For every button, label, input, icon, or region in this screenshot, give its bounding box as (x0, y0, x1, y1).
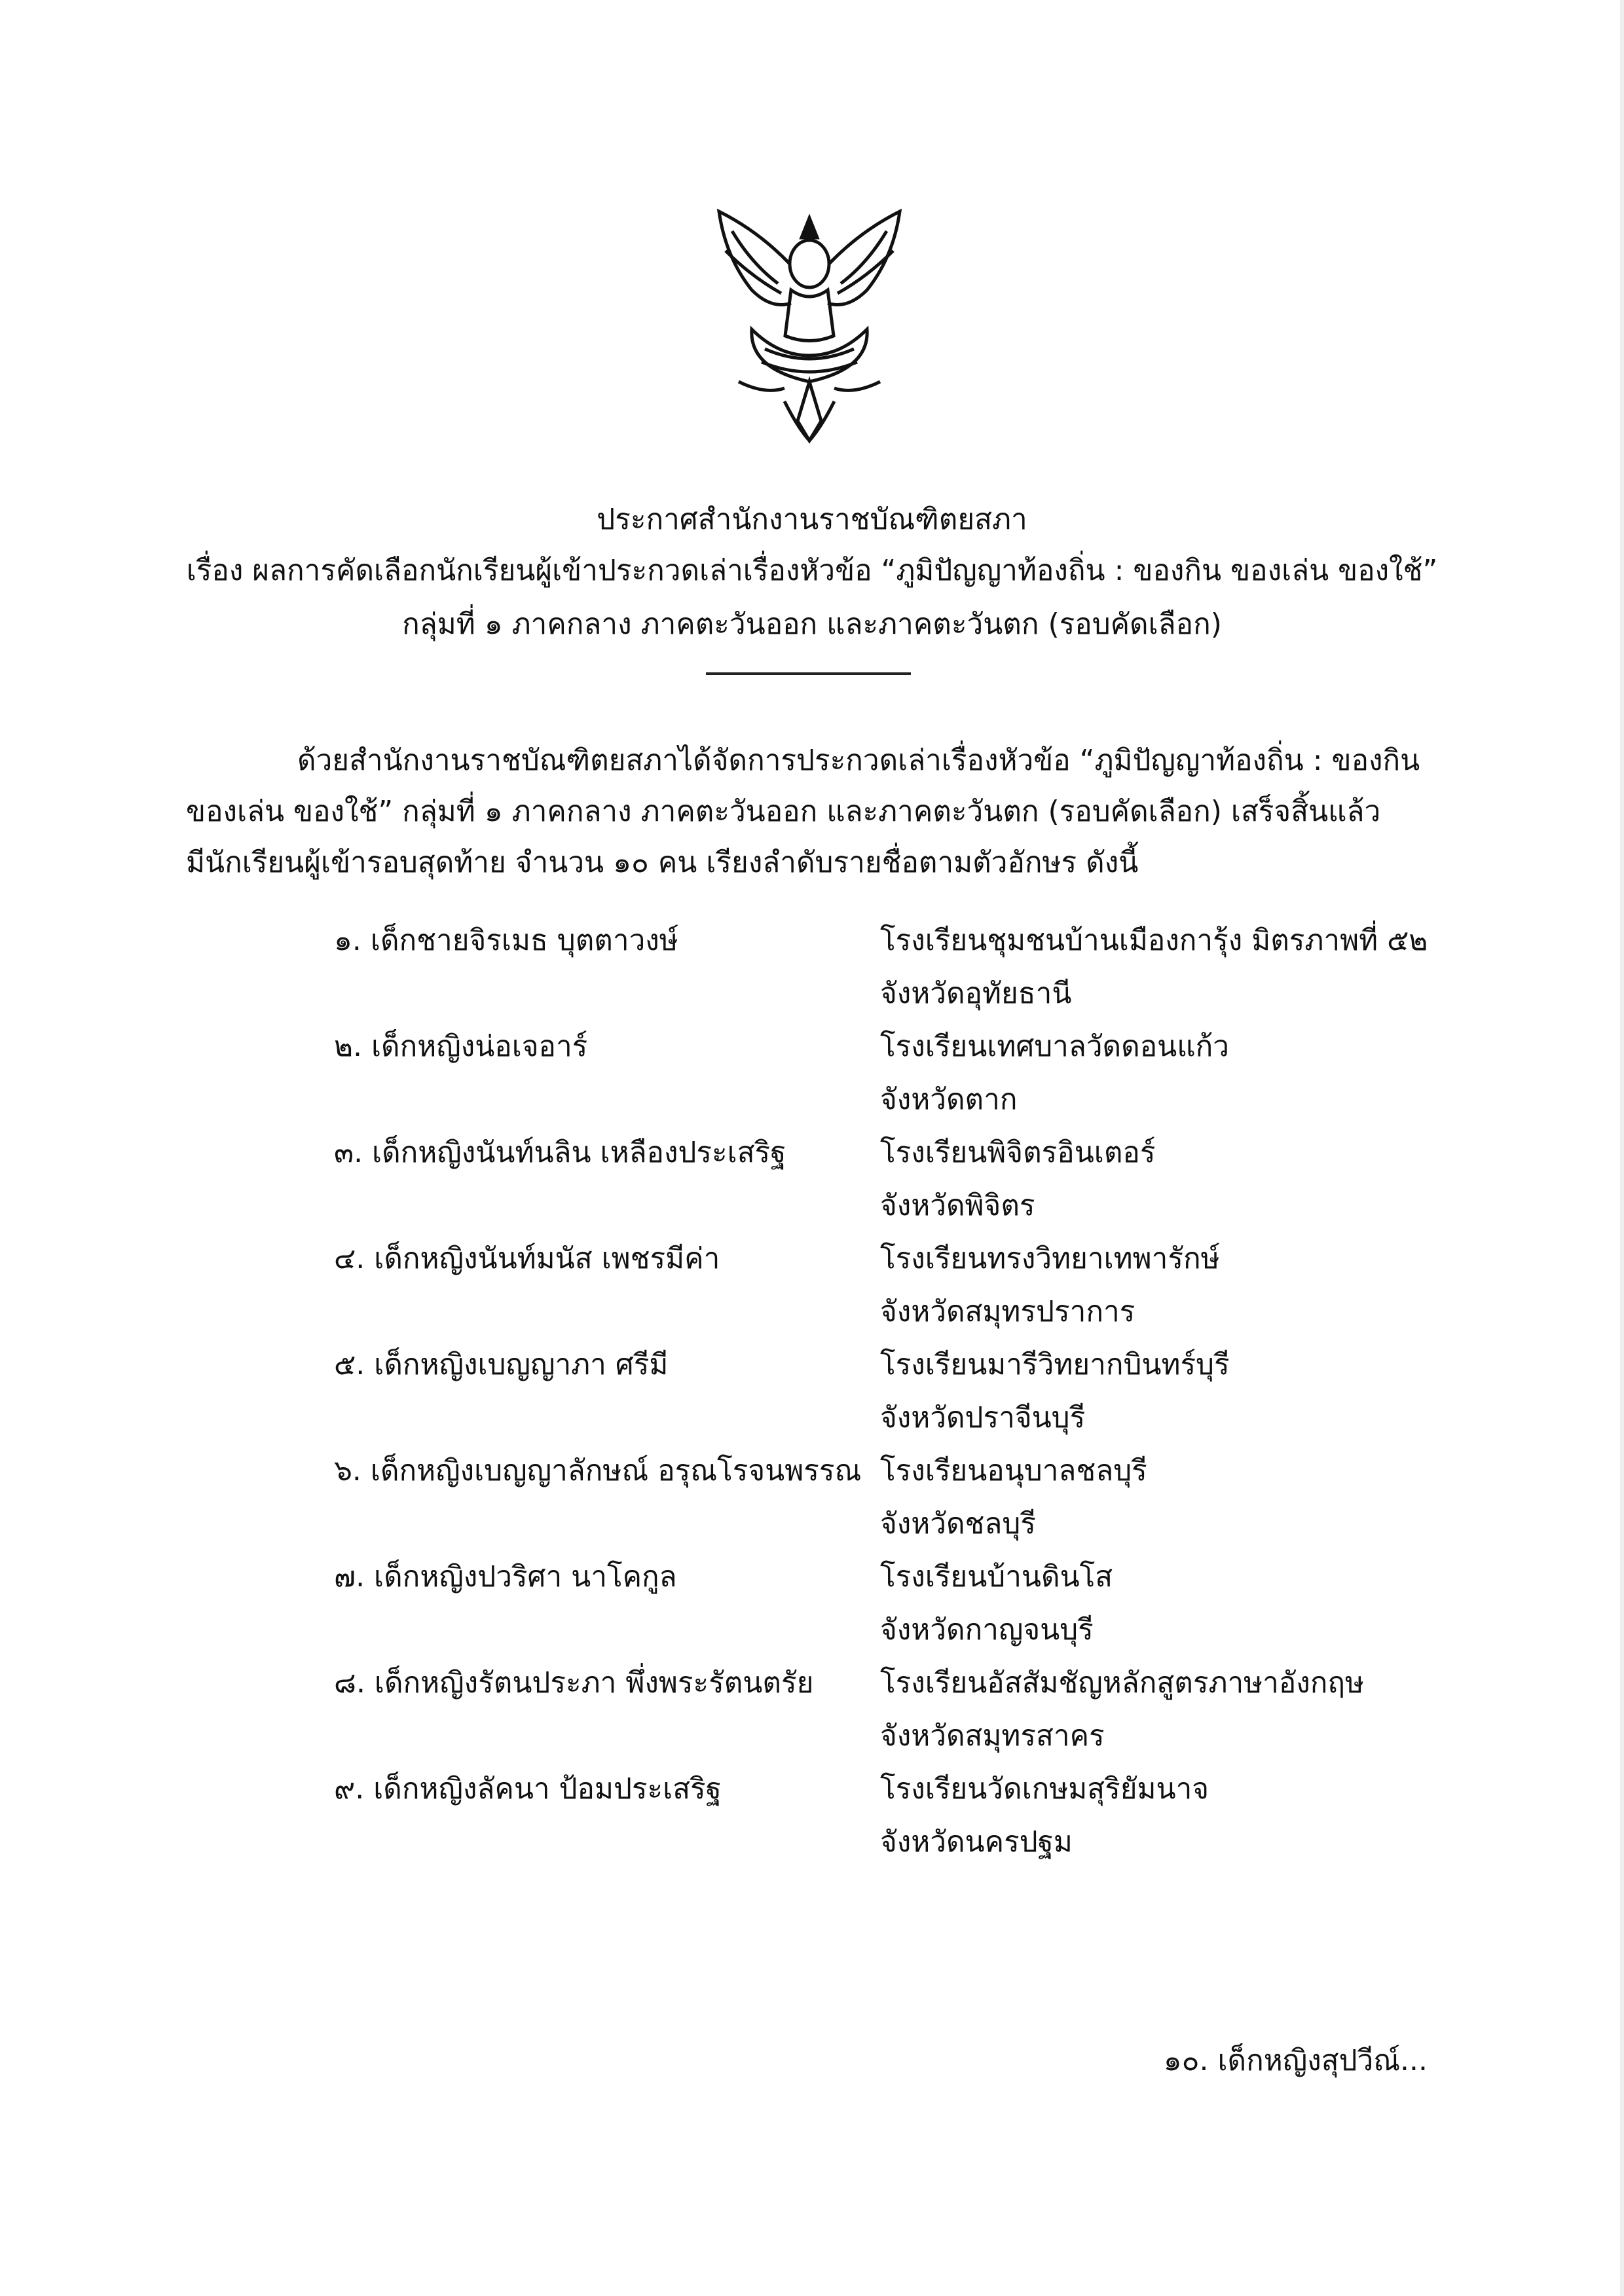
garuda-emblem-icon (699, 205, 919, 447)
student-school: โรงเรียนชุมชนบ้านเมืองการุ้ง มิตรภาพที่ ๕๒ (880, 924, 1428, 957)
student-school: โรงเรียนเทศบาลวัดดอนแก้ว (880, 1030, 1229, 1063)
student-name: ๗. เด็กหญิงปวริศา นาโคกูล (334, 1560, 677, 1594)
body-line-3: มีนักเรียนผู้เข้ารอบสุดท้าย จำนวน ๑๐ คน เรียงลำดับรายชื่อตามตัวอักษร ดังนี้ (186, 846, 1139, 879)
continuation-text: ๑๐. เด็กหญิงสุปวีณ์... (1163, 2044, 1428, 2077)
student-school: โรงเรียนพิจิตรอินเตอร์ (880, 1136, 1156, 1169)
page-edge (1620, 0, 1624, 2296)
student-name: ๓. เด็กหญิงนันท์นลิน เหลืองประเสริฐ (334, 1136, 786, 1169)
body-line-1: ด้วยสำนักงานราชบัณฑิตยสภาได้จัดการประกวดเล่าเรื่องหัวข้อ “ภูมิปัญญาท้องถิ่น : ของกิน (297, 744, 1420, 777)
title-divider (706, 672, 911, 675)
announcement-subject: เรื่อง ผลการคัดเลือกนักเรียนผู้เข้าประกวดเล่าเรื่องหัวข้อ “ภูมิปัญญาท้องถิ่น : ของกิน ของเล่น ของใช้” (186, 554, 1438, 587)
student-name: ๖. เด็กหญิงเบญญาลักษณ์ อรุณโรจนพรรณ (334, 1454, 862, 1487)
body-line-2: ของเล่น ของใช้” กลุ่มที่ ๑ ภาคกลาง ภาคตะวันออก และภาคตะวันตก (รอบคัดเลือก) เสร็จสิ้นแล้ว (186, 795, 1381, 828)
student-province: จังหวัดกาญจนบุรี (880, 1613, 1094, 1647)
student-province: จังหวัดนครปฐม (880, 1825, 1073, 1859)
student-province: จังหวัดปราจีนบุรี (880, 1401, 1086, 1434)
student-name: ๑. เด็กชายจิรเมธ บุตตาวงษ์ (334, 924, 678, 957)
student-school: โรงเรียนอัสสัมชัญหลักสูตรภาษาอังกฤษ (880, 1666, 1365, 1700)
student-school: โรงเรียนมารีวิทยากบินทร์บุรี (880, 1348, 1230, 1381)
student-name: ๙. เด็กหญิงลัคนา ป้อมประเสริฐ (334, 1772, 722, 1806)
announcement-title: ประกาศสำนักงานราชบัณฑิตยสภา (597, 503, 1027, 536)
student-school: โรงเรียนอนุบาลชลบุรี (880, 1454, 1147, 1487)
announcement-group: กลุ่มที่ ๑ ภาคกลาง ภาคตะวันออก และภาคตะวันตก (รอบคัดเลือก) (402, 608, 1222, 641)
student-school: โรงเรียนบ้านดินโส (880, 1560, 1113, 1594)
student-province: จังหวัดชลบุรี (880, 1507, 1036, 1540)
student-province: จังหวัดสมุทรสาคร (880, 1719, 1105, 1753)
student-province: จังหวัดอุทัยธานี (880, 977, 1072, 1010)
student-name: ๒. เด็กหญิงน่อเจอาร์ (334, 1030, 588, 1063)
student-province: จังหวัดตาก (880, 1083, 1018, 1116)
student-name: ๔. เด็กหญิงนันท์มนัส เพชรมีค่า (334, 1242, 720, 1275)
student-school: โรงเรียนทรงวิทยาเทพารักษ์ (880, 1242, 1220, 1275)
student-name: ๕. เด็กหญิงเบญญาภา ศรีมี (334, 1348, 669, 1381)
student-school: โรงเรียนวัดเกษมสุริยัมนาจ (880, 1772, 1209, 1806)
student-province: จังหวัดสมุทรปราการ (880, 1295, 1135, 1328)
student-name: ๘. เด็กหญิงรัตนประภา พึ่งพระรัตนตรัย (334, 1666, 814, 1700)
student-province: จังหวัดพิจิตร (880, 1189, 1035, 1222)
